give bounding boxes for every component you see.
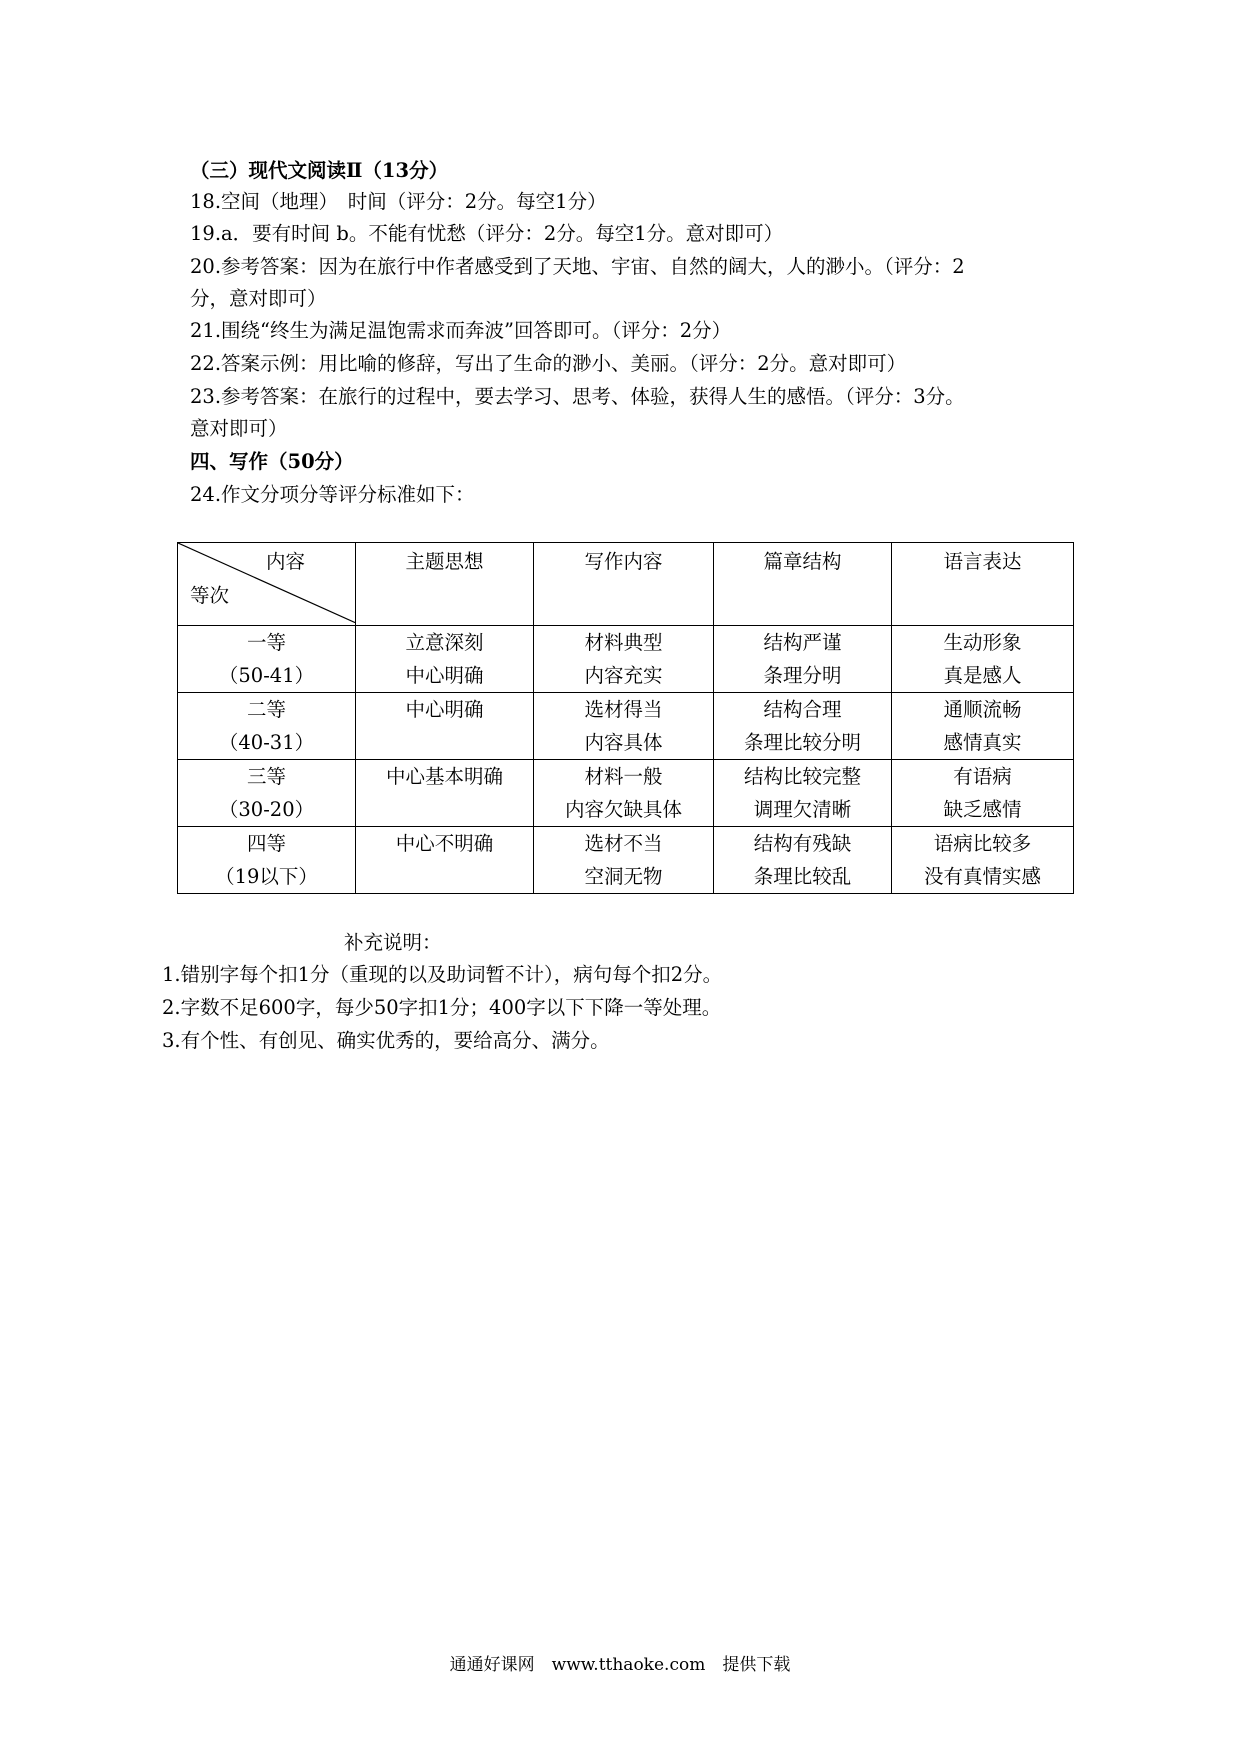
grade-cell <box>178 626 356 693</box>
column-header: 写作内容 <box>534 543 714 626</box>
cell-line: 结构合理 <box>763 698 842 721</box>
cell-line: 选材得当 <box>584 698 663 721</box>
grading-table <box>177 542 1074 894</box>
table-cell <box>714 693 892 760</box>
table-row <box>178 760 1074 827</box>
cell-line: 结构严谨 <box>763 631 842 654</box>
answer-22: 22.答案示例：用比喻的修辞，写出了生命的渺小、美丽。（评分：2分。意对即可） <box>190 352 907 375</box>
grade-range: （50-41） <box>218 664 315 687</box>
grade-cell <box>178 827 356 894</box>
grade-name: 二等 <box>246 698 286 721</box>
corner-content-label: 内容 <box>266 550 306 573</box>
answer-24: 24.作文分项分等评分标准如下： <box>190 483 475 506</box>
column-header: 主题思想 <box>356 543 534 626</box>
column-header: 语言表达 <box>892 543 1074 626</box>
grade-name: 三等 <box>246 765 286 788</box>
corner-cell <box>178 543 356 626</box>
answer-20-line1: 20.参考答案：因为在旅行中作者感受到了天地、宇宙、自然的阔大，人的渺小。（评分：2 <box>190 255 965 278</box>
table-row <box>178 827 1074 894</box>
cell-line: 内容欠缺具体 <box>564 798 682 821</box>
cell-line: 真是感人 <box>943 664 1022 687</box>
table-cell <box>534 626 714 693</box>
cell-line: 材料典型 <box>584 631 663 654</box>
answer-18: 18.空间（地理） 时间（评分：2分。每空1分） <box>190 190 607 213</box>
table-cell <box>356 827 534 894</box>
section3-heading: （三）现代文阅读Ⅱ（13分） <box>190 159 449 182</box>
cell-line: 生动形象 <box>943 631 1022 654</box>
cell-line: 条理比较乱 <box>753 865 852 888</box>
cell-line: 调理欠清晰 <box>753 798 852 821</box>
table-cell <box>356 626 534 693</box>
cell-line: 选材不当 <box>584 832 663 855</box>
answer-23-line2: 意对即可） <box>190 417 288 440</box>
grade-range: （19以下） <box>215 865 318 888</box>
table-cell <box>534 827 714 894</box>
cell-line: 中心明确 <box>405 698 484 721</box>
table-row <box>178 626 1074 693</box>
notes-title: 补充说明： <box>344 931 442 954</box>
table-cell <box>356 760 534 827</box>
cell-line: 中心基本明确 <box>385 765 503 788</box>
table-cell <box>892 693 1074 760</box>
cell-line: 结构比较完整 <box>743 765 861 788</box>
cell-line: 材料一般 <box>584 765 663 788</box>
grade-name: 一等 <box>246 631 286 654</box>
table-cell <box>714 760 892 827</box>
cell-line: 中心不明确 <box>395 832 494 855</box>
answer-19: 19.a．要有时间 b。不能有忧愁（评分：2分。每空1分。意对即可） <box>190 222 784 245</box>
table-cell <box>534 693 714 760</box>
cell-line: 语病比较多 <box>933 832 1032 855</box>
note-item: 2.字数不足600字，每少50字扣1分；400字以下下降一等处理。 <box>162 996 722 1019</box>
grade-range: （40-31） <box>218 731 315 754</box>
section4-heading: 四、写作（50分） <box>190 450 354 473</box>
cell-line: 空洞无物 <box>584 865 663 888</box>
page-footer: 通通好课网 www.tthaoke.com 提供下载 <box>449 1655 791 1675</box>
cell-line: 中心明确 <box>405 664 484 687</box>
grade-range: （30-20） <box>218 798 315 821</box>
cell-line: 立意深刻 <box>405 631 484 654</box>
table-cell <box>714 626 892 693</box>
grade-cell <box>178 693 356 760</box>
table-cell <box>892 760 1074 827</box>
cell-line: 感情真实 <box>943 731 1022 754</box>
cell-line: 内容充实 <box>584 664 663 687</box>
table-cell <box>892 827 1074 894</box>
table-cell <box>534 760 714 827</box>
corner-grade-label: 等次 <box>190 584 230 607</box>
answer-23-line1: 23.参考答案：在旅行的过程中，要去学习、思考、体验，获得人生的感悟。（评分：3分。 <box>190 385 965 408</box>
cell-line: 结构有残缺 <box>753 832 852 855</box>
cell-line: 条理比较分明 <box>743 731 861 754</box>
table-cell <box>714 827 892 894</box>
table-header-row <box>178 543 1074 626</box>
note-item: 1.错别字每个扣1分（重现的以及助词暂不计），病句每个扣2分。 <box>162 963 723 986</box>
answer-21: 21.围绕“终生为满足温饱需求而奔波”回答即可。（评分：2分） <box>190 319 732 342</box>
cell-line: 通顺流畅 <box>943 698 1022 721</box>
grade-name: 四等 <box>246 832 286 855</box>
table-cell <box>892 626 1074 693</box>
table-cell <box>356 693 534 760</box>
cell-line: 内容具体 <box>584 731 663 754</box>
table-row <box>178 693 1074 760</box>
cell-line: 没有真情实感 <box>923 865 1041 888</box>
column-header: 篇章结构 <box>714 543 892 626</box>
grade-cell <box>178 760 356 827</box>
note-item: 3.有个性、有创见、确实优秀的，要给高分、满分。 <box>162 1029 610 1052</box>
cell-line: 缺乏感情 <box>943 798 1022 821</box>
cell-line: 有语病 <box>953 765 1012 788</box>
answer-20-line2: 分，意对即可） <box>190 287 327 310</box>
cell-line: 条理分明 <box>763 664 842 687</box>
